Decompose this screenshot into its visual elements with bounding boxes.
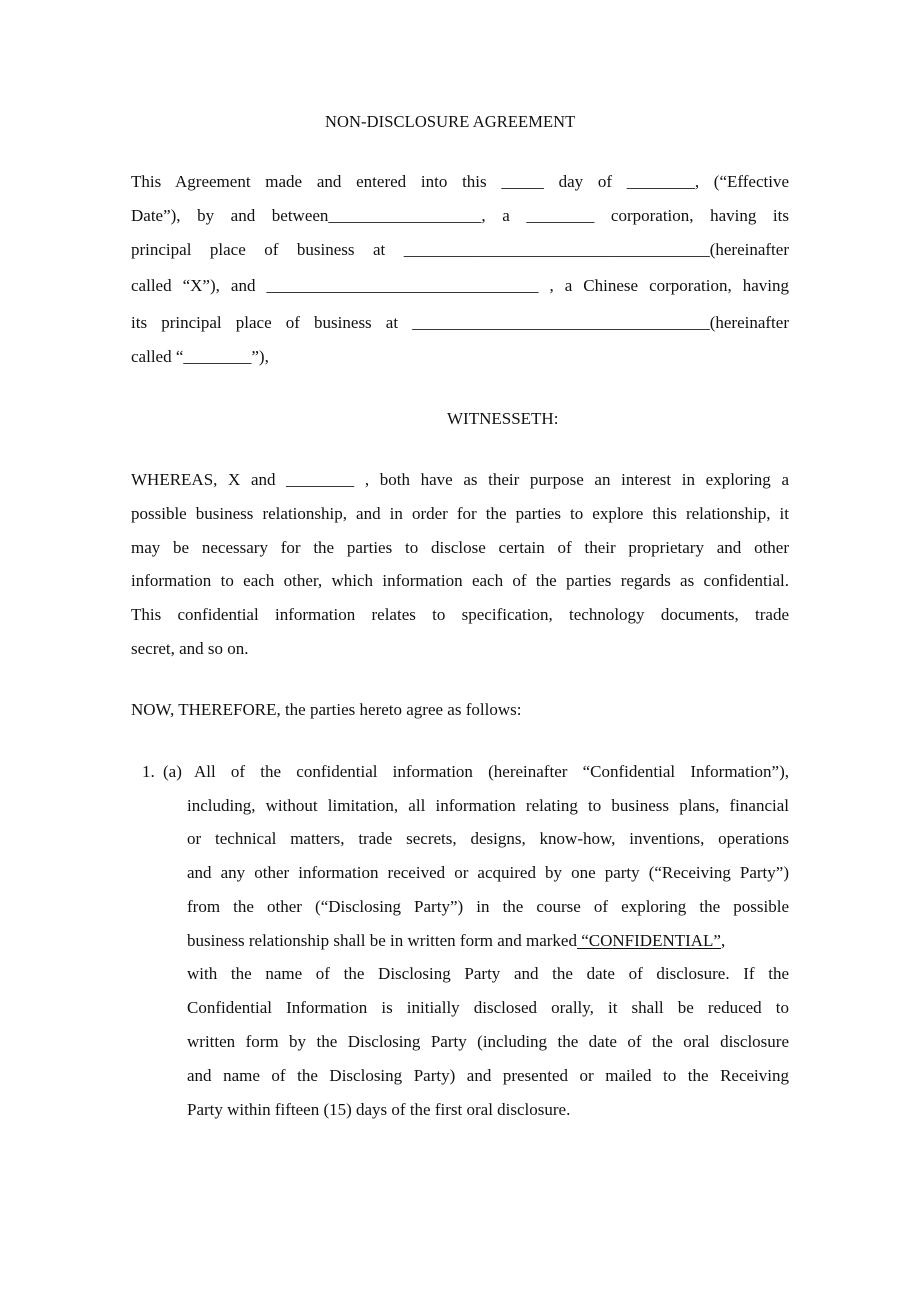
clause-line: All of the confidential information (hereinafter “Confidential Information”), [194, 762, 789, 781]
document-title: NON-DISCLOSURE AGREEMENT [325, 112, 576, 131]
preamble-line: called “X”), and ________________________________ , a Chinese corporation, having [131, 276, 789, 295]
clause-line: from the other (“Disclosing Party”) in the course of exploring the possible [187, 897, 789, 916]
whereas-line: information to each other, which information each of the parties regards as confidential. [131, 571, 789, 590]
clause-line: including, without limitation, all information relating to business plans, financial [187, 796, 789, 815]
preamble-line: called “________”), [131, 347, 269, 366]
clause-line: or technical matters, trade secrets, designs, know-how, inventions, operations [187, 829, 789, 848]
clause-line: Party within fifteen (15) days of the first oral disclosure. [187, 1100, 571, 1119]
whereas-line: WHEREAS, X and ________ , both have as their purpose an interest in exploring a [131, 470, 789, 489]
preamble-line: its principal place of business at ___________________________________(hereinafter [131, 313, 789, 332]
now-therefore-line: NOW, THEREFORE, the parties hereto agree as follows: [131, 700, 522, 719]
preamble-line: This Agreement made and entered into this _____ day of ________, (“Effective [131, 172, 789, 191]
marked-suffix: , [720, 931, 726, 950]
preamble-line: Date”), by and between__________________, a ________ corporation, having its [131, 206, 789, 225]
witnesseth-heading: WITNESSETH: [447, 409, 559, 428]
whereas-line: This confidential information relates to specification, technology documents, trade [131, 605, 789, 624]
clause-line: with the name of the Disclosing Party and the date of disclosure. If the [187, 964, 789, 983]
clause-line: and name of the Disclosing Party) and presented or mailed to the Receiving [187, 1066, 789, 1085]
preamble-line: principal place of business at ____________________________________(hereinafter [131, 240, 789, 259]
clause-label: (a) [163, 762, 182, 781]
clause-number: 1. [142, 762, 155, 781]
whereas-line: may be necessary for the parties to disclose certain of their proprietary and other [131, 538, 789, 557]
clause-line: Confidential Information is initially disclosed orally, it shall be reduced to [187, 998, 789, 1017]
whereas-line: secret, and so on. [131, 639, 249, 658]
confidential-marking: “CONFIDENTIAL” [576, 931, 721, 950]
clause-line: and any other information received or acquired by one party (“Receiving Party”) [187, 863, 789, 882]
marked-prefix: business relationship shall be in written form and marked [187, 931, 577, 950]
whereas-line: possible business relationship, and in order for the parties to explore this relationship, it [131, 504, 789, 523]
clause-line: written form by the Disclosing Party (including the date of the oral disclosure [187, 1032, 789, 1051]
clause-line-marked [187, 931, 789, 951]
